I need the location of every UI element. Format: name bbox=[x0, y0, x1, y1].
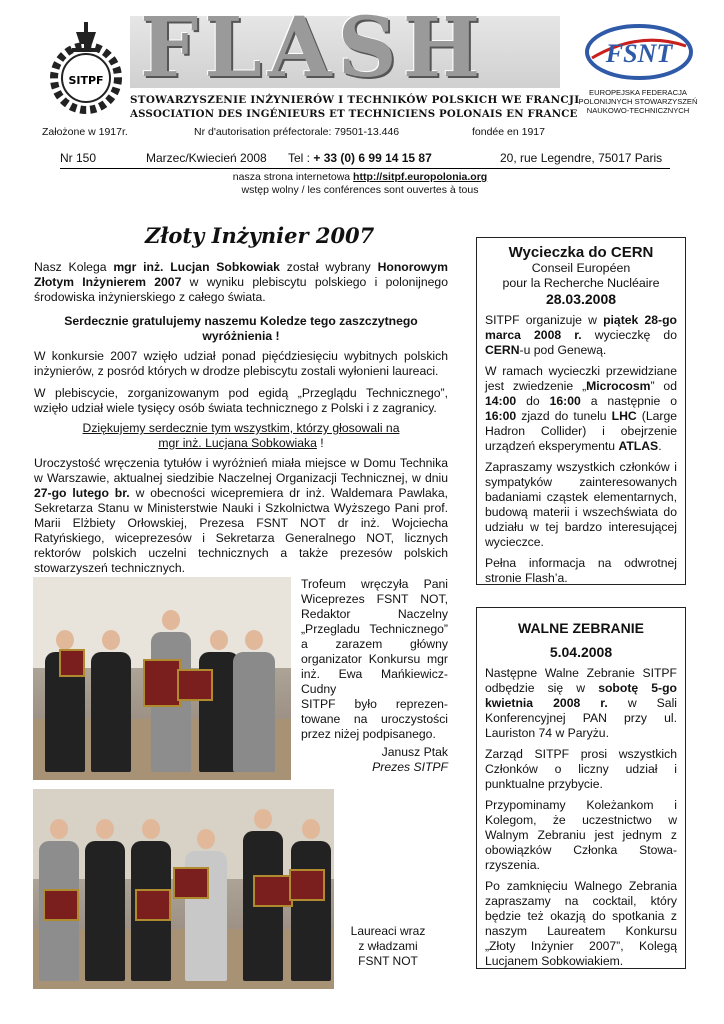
founded-pl: Założone w 1917r. bbox=[42, 126, 128, 138]
meeting-paragraph-3: Przypominamy Koleżankom i Kolegom, że uczestnictwo w Walnym Zebraniu jest jednym z obowiązków Członka Stowa-rzyszenia. bbox=[485, 798, 677, 872]
person-figure bbox=[85, 819, 125, 981]
newsletter-title: FLASH bbox=[140, 0, 487, 96]
fsnt-name-line-2: POLONIJNYCH STOWARZYSZEŃ bbox=[578, 97, 698, 106]
cern-box-title: Wycieczka do CERN bbox=[508, 244, 654, 261]
website-link[interactable]: http://sitpf.europolonia.org bbox=[353, 171, 488, 183]
trophy-caption: Trofeum wręczyła Pani Wiceprezes FSNT NOT, Redaktor Naczelny „Przegladu Technicznego” a zarazem główny organizator Konkursu mgr inż. Ewa Mańkiewicz-Cudny bbox=[301, 577, 448, 696]
website-label: nasza strona internetowa bbox=[232, 171, 351, 183]
website-line bbox=[100, 171, 620, 197]
diploma-frame bbox=[59, 649, 85, 677]
cern-paragraph-3: Zapraszamy wszystkich członków i sympatyków zainteresowanych badaniami cząstek elementarnych, budową materii i wszechświata do udziału w tej bardzo interesującej wycieczce. bbox=[485, 460, 677, 549]
meeting-date: 5.04.2008 bbox=[549, 644, 613, 660]
telephone bbox=[288, 151, 432, 165]
ceremony-photo-1 bbox=[33, 577, 291, 780]
cern-paragraph-1: SITPF organizuje w piątek 28-go marca 2008 r. wycieczkę do CERN-u pod Genewą. bbox=[485, 313, 677, 357]
signature bbox=[301, 745, 448, 775]
fsnt-full-name bbox=[568, 88, 708, 115]
diploma-frame bbox=[253, 875, 293, 907]
person-figure bbox=[233, 630, 275, 772]
article-ceremony: Uroczystość wręczenia tytułów i wyróżnień miała miejsce w Domu Technika w Warszawie, aktualnej siedzibie Naczelnej Organizacji Technicznej, w dniu 27-go lutego br. w obecności wicepremiera dr inż. Waldemara Pawlaka, Sekretarza Stanu w Ministerstwie Nauki i Szkolnictwa Wyższego Pani prof. Marii Elżbiety Orłowskiej, Prezesa FSNT NOT dr inż. Wojciecha Ratyńskiego, wiceprezesów i Sekretarza Generalnego NOT, licznych rektorów polskich uczelni technicznych a także prezesów polskich stowarzyszeń technicznych. bbox=[34, 456, 449, 575]
cern-box-sub1: Conseil Européen bbox=[531, 261, 631, 275]
diploma-frame bbox=[289, 869, 325, 901]
thanks-note: Dziękujemy serdecznie tym wszystkim, którzy głosowali na mgr inż. Lucjana Sobkowiaka ! bbox=[82, 421, 400, 450]
article-contest: W konkursie 2007 wzięło udział ponad pięćdziesięciu wybitnych polskich inżynierów, z posród których w drodze plebiscytu zostali wyłonieni laureaci. bbox=[34, 349, 448, 378]
signature-name: Janusz Ptak bbox=[381, 745, 448, 759]
article-intro: Nasz Kolega mgr inż. Lucjan Sobkowiak został wybrany Honorowym Złotym Inżynierem 2007 w wyniku plebiscytu polskiego i polonijnego środowiska inżynierskiego z całego świata. bbox=[34, 260, 448, 304]
address: 20, rue Legendre, 75017 Paris bbox=[500, 151, 663, 165]
fsnt-name-line-3: NAUKOWO-TECHNICZNYCH bbox=[586, 106, 690, 115]
fsnt-logo bbox=[582, 20, 696, 84]
fsnt-name-line-1: EUROPEJSKA FEDERACJA bbox=[589, 88, 687, 97]
meeting-paragraph-2: Zarząd SITPF prosi wszystkich Członków o liczny udział i punktualne przybycie. bbox=[485, 747, 677, 791]
meeting-box-title: WALNE ZEBRANIE bbox=[518, 620, 644, 636]
issue-line bbox=[60, 151, 670, 169]
diploma-frame bbox=[135, 889, 171, 921]
photo-2-caption bbox=[338, 924, 438, 969]
diploma-frame bbox=[43, 889, 79, 921]
general-meeting-box bbox=[476, 607, 686, 969]
cern-paragraph-4: Pełna informacja na odwrotnej stronie Flash’a. bbox=[485, 556, 677, 585]
ceremony-photo-2 bbox=[33, 789, 334, 989]
congratulations: Serdecznie gratulujemy naszemu Koledze tego zaszczytnego wyróżnienia ! bbox=[64, 314, 418, 343]
issue-date: Marzec/Kwiecień 2008 bbox=[146, 151, 267, 165]
tel-label: Tel : bbox=[288, 151, 311, 165]
diploma-frame bbox=[143, 659, 181, 707]
representation-caption: SITPF było reprezen-towane na uroczystości przez niżej podpisanego. bbox=[301, 697, 448, 741]
cern-paragraph-2: W ramach wycieczki przewidziane jest zwiedzenie „Microcosm” od 14:00 do 16:00 a następnie o 16:00 zjazd do tunelu LHC (Large Hadron Collider) i obejrzenie urządzeń eksperymentu ATLAS. bbox=[485, 364, 677, 453]
diploma-frame bbox=[173, 867, 209, 899]
person-figure bbox=[91, 630, 131, 772]
cern-trip-date: 28.03.2008 bbox=[545, 291, 617, 307]
association-name-pl: STOWARZYSZENIE INŻYNIERÓW I TECHNIKÓW POLSKICH WE FRANCJI bbox=[130, 94, 580, 106]
sitpf-gear-logo bbox=[46, 18, 126, 118]
person-figure bbox=[185, 829, 227, 981]
signature-role: Prezes SITPF bbox=[372, 760, 448, 774]
fsnt-logo-text: FSNT bbox=[605, 39, 673, 68]
article-plebiscite: W plebiscycie, zorganizowanym pod egidą „Przeglądu Technicznego”, wzięło udział wiele tysięcy osób świata technicznego z Polski i z zagranicy. bbox=[34, 386, 448, 415]
article-title: Złoty Inżynier 2007 bbox=[145, 223, 375, 248]
founded-fr: fondée en 1917 bbox=[472, 126, 545, 138]
meeting-paragraph-4: Po zamknięciu Walnego Zebrania zapraszamy na cocktail, który będzie też okazją do spotkania z naszym Laureatem Konkursu „Złoty Inżynier 2007”, Kolegą Lucjanem Sobkowiakiem. bbox=[485, 879, 677, 968]
tel-number: + 33 (0) 6 99 14 15 87 bbox=[313, 151, 432, 165]
issue-number: Nr 150 bbox=[60, 151, 97, 165]
gear-letters: SITPF bbox=[68, 74, 104, 87]
entry-note: wstęp wolny / les conférences sont ouvertes à tous bbox=[241, 184, 479, 196]
cern-box-sub2: pour la Recherche Nucléaire bbox=[502, 276, 660, 290]
prefecture-authorisation: Nr d'autorisation préfectorale: 79501-13.446 bbox=[194, 126, 400, 138]
photo-2-caption-line-2: z władzami bbox=[358, 939, 418, 953]
diploma-frame bbox=[177, 669, 213, 701]
meeting-paragraph-1: Następne Walne Zebranie SITPF odbędzie się w sobotę 5-go kwietnia 2008 r. w Sali Konferencyjnej PAN przy ul. Lauriston 74 w Paryżu. bbox=[485, 666, 677, 740]
photo-2-caption-line-3: FSNT NOT bbox=[358, 954, 418, 968]
photo-2-caption-line-1: Laureaci wraz bbox=[350, 924, 426, 938]
association-name-fr: ASSOCIATION DES INGÉNIEURS ET TECHNICIENS POLONAIS EN FRANCE bbox=[130, 108, 578, 120]
cern-trip-box bbox=[476, 237, 686, 585]
